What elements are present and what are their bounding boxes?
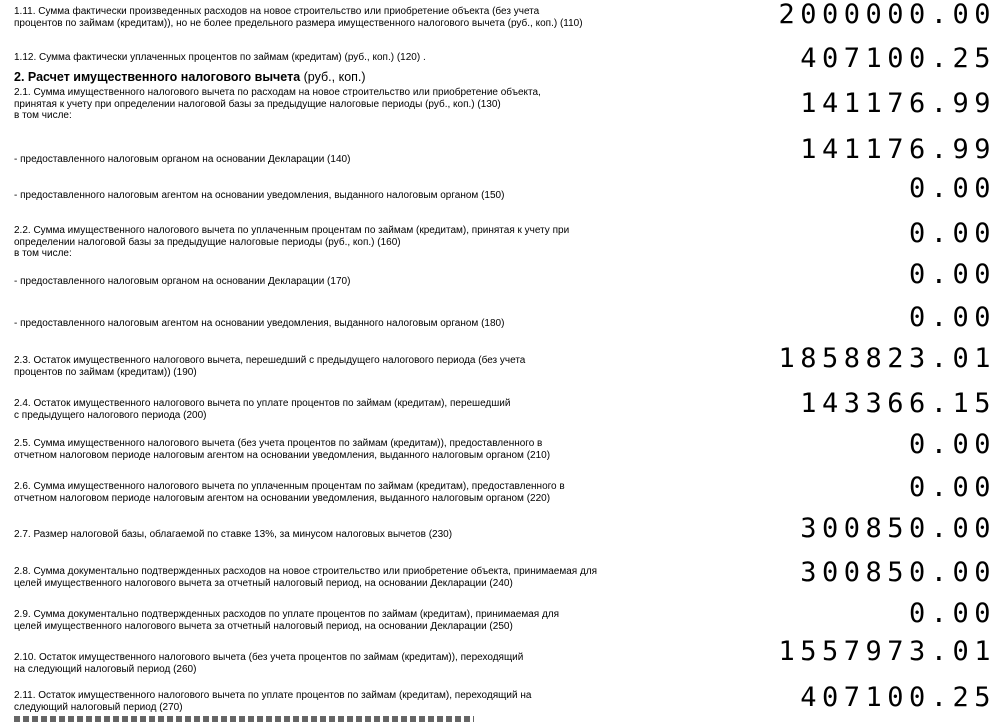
row-230-label [14,529,452,541]
row-140-label-line1: - предоставленного налоговым органом на основании Декларации (140) [14,154,351,165]
section-2-title [14,70,366,84]
row-160-label [14,225,569,260]
row-110-label [14,6,583,29]
row-200-value: 143366.15 [800,388,996,419]
row-110-value: 2000000.00 [778,0,996,30]
row-270-label-line1: 2.11. Остаток имущественного налогового вычета по уплате процентов по займам (кредитам), переходящий на [14,690,532,701]
row-110-label-line1: 1.11. Сумма фактически произведенных расходов на новое строительство или приобретение объекта (без учета [14,6,540,17]
row-130-value: 141176.99 [800,88,996,119]
row-240-label [14,566,597,589]
row-270-value: 407100.25 [800,682,996,713]
row-130-label [14,87,541,122]
row-250-label-line1: 2.9. Сумма документально подтвержденных расходов по уплате процентов по займам (кредитам), принимаемая для [14,609,560,620]
row-260-label-line1: 2.10. Остаток имущественного налогового вычета (без учета процентов по займам (кредитам)), переходящий [14,652,524,663]
row-270-label [14,690,531,713]
row-150-label-line1: - предоставленного налоговым агентом на основании уведомления, выданного налоговым органом (150) [14,190,505,201]
row-230-value: 300850.00 [800,513,996,544]
row-140-label [14,154,350,166]
row-230-label-line1: 2.7. Размер налоговой базы, облагаемой по ставке 13%, за минусом налоговых вычетов (230) [14,529,453,540]
row-250-label-line2: целей имущественного налогового вычета за отчетный налоговый период, на основании Декларации (250) [14,620,513,632]
row-220-label-line1: 2.6. Сумма имущественного налогового вычета по уплаченным процентам по займам (кредитам), предоставленного в [14,481,565,492]
row-170-label-line1: - предоставленного налоговым органом на основании Декларации (170) [14,276,351,287]
row-220-label-line2: отчетном налоговом периоде налоговым агентом на основании уведомления, выданного налоговым органом (220) [14,492,551,504]
row-130-label-line2: принятая к учету при определении налоговой базы за предыдущие налоговые периоды (руб., коп.) (130) [14,98,501,110]
row-140-value: 141176.99 [800,134,996,165]
row-240-label-line2: целей имущественного налогового вычета за отчетный налоговый период, на основании Декларации (240) [14,577,513,589]
section-2-unit: (руб., коп.) [303,70,366,84]
row-240-label-line1: 2.8. Сумма документально подтвержденных расходов на новое строительство или приобретение объекта, принимаемая для [14,566,598,577]
row-150-value: 0.00 [908,173,996,204]
row-130-label-line1: 2.1. Сумма имущественного налогового вычета по расходам на новое строительство или приобретение объекта, [14,87,541,98]
row-210-label-line2: отчетном налоговом периоде налоговым агентом на основании уведомления, выданного налоговым органом (210) [14,449,551,461]
row-190-label-line2: процентов по займам (кредитам)) (190) [14,366,197,378]
cut-off-next-line [14,716,474,722]
row-120-value: 407100.25 [800,43,996,74]
row-160-value: 0.00 [908,218,996,249]
row-180-label-line1: - предоставленного налоговым агентом на основании уведомления, выданного налоговым органом (180) [14,318,505,329]
row-120-label-line1: 1.12. Сумма фактически уплаченных процентов по займам (кредитам) (руб., коп.) (120) . [14,52,426,63]
row-170-label [14,276,350,288]
row-110-label-line2: процентов по займам (кредитам)), но не более предельного размера имущественного налогового вычета (руб., коп.) (110) [14,17,583,29]
row-200-label-line1: 2.4. Остаток имущественного налогового вычета по уплате процентов по займам (кредитам), перешедший [14,398,511,409]
row-180-label [14,318,504,330]
row-160-label-line1: 2.2. Сумма имущественного налогового вычета по уплаченным процентам по займам (кредитам), принятая к учету при [14,225,570,236]
row-260-label [14,652,523,675]
row-210-label-line1: 2.5. Сумма имущественного налогового вычета (без учета процентов по займам (кредитам)), предоставленного в [14,438,543,449]
row-200-label [14,398,510,421]
row-190-label-line1: 2.3. Остаток имущественного налогового вычета, перешедший с предыдущего налогового периода (без учета [14,355,526,366]
row-160-label-line3: в том числе: [14,248,72,259]
row-190-value: 1858823.01 [778,343,996,374]
row-180-value: 0.00 [908,302,996,333]
row-260-value: 1557973.01 [778,636,996,667]
row-260-label-line2: на следующий налоговый период (260) [14,663,197,675]
row-170-value: 0.00 [908,259,996,290]
row-120-label [14,52,426,64]
row-160-label-line2: определении налоговой базы за предыдущие налоговые периоды (руб., коп.) (160) [14,236,401,248]
row-210-label [14,438,550,461]
row-220-label [14,481,565,504]
row-240-value: 300850.00 [800,557,996,588]
row-270-label-line2: следующий налоговый период (270) [14,701,183,713]
row-250-label [14,609,559,632]
row-210-value: 0.00 [908,429,996,460]
row-130-label-line3: в том числе: [14,110,72,121]
row-150-label [14,190,504,202]
row-200-label-line2: с предыдущего налогового периода (200) [14,409,207,421]
row-220-value: 0.00 [908,472,996,503]
row-190-label [14,355,525,378]
row-250-value: 0.00 [908,598,996,629]
section-2-title-text: 2. Расчет имущественного налогового вычета [14,70,301,84]
